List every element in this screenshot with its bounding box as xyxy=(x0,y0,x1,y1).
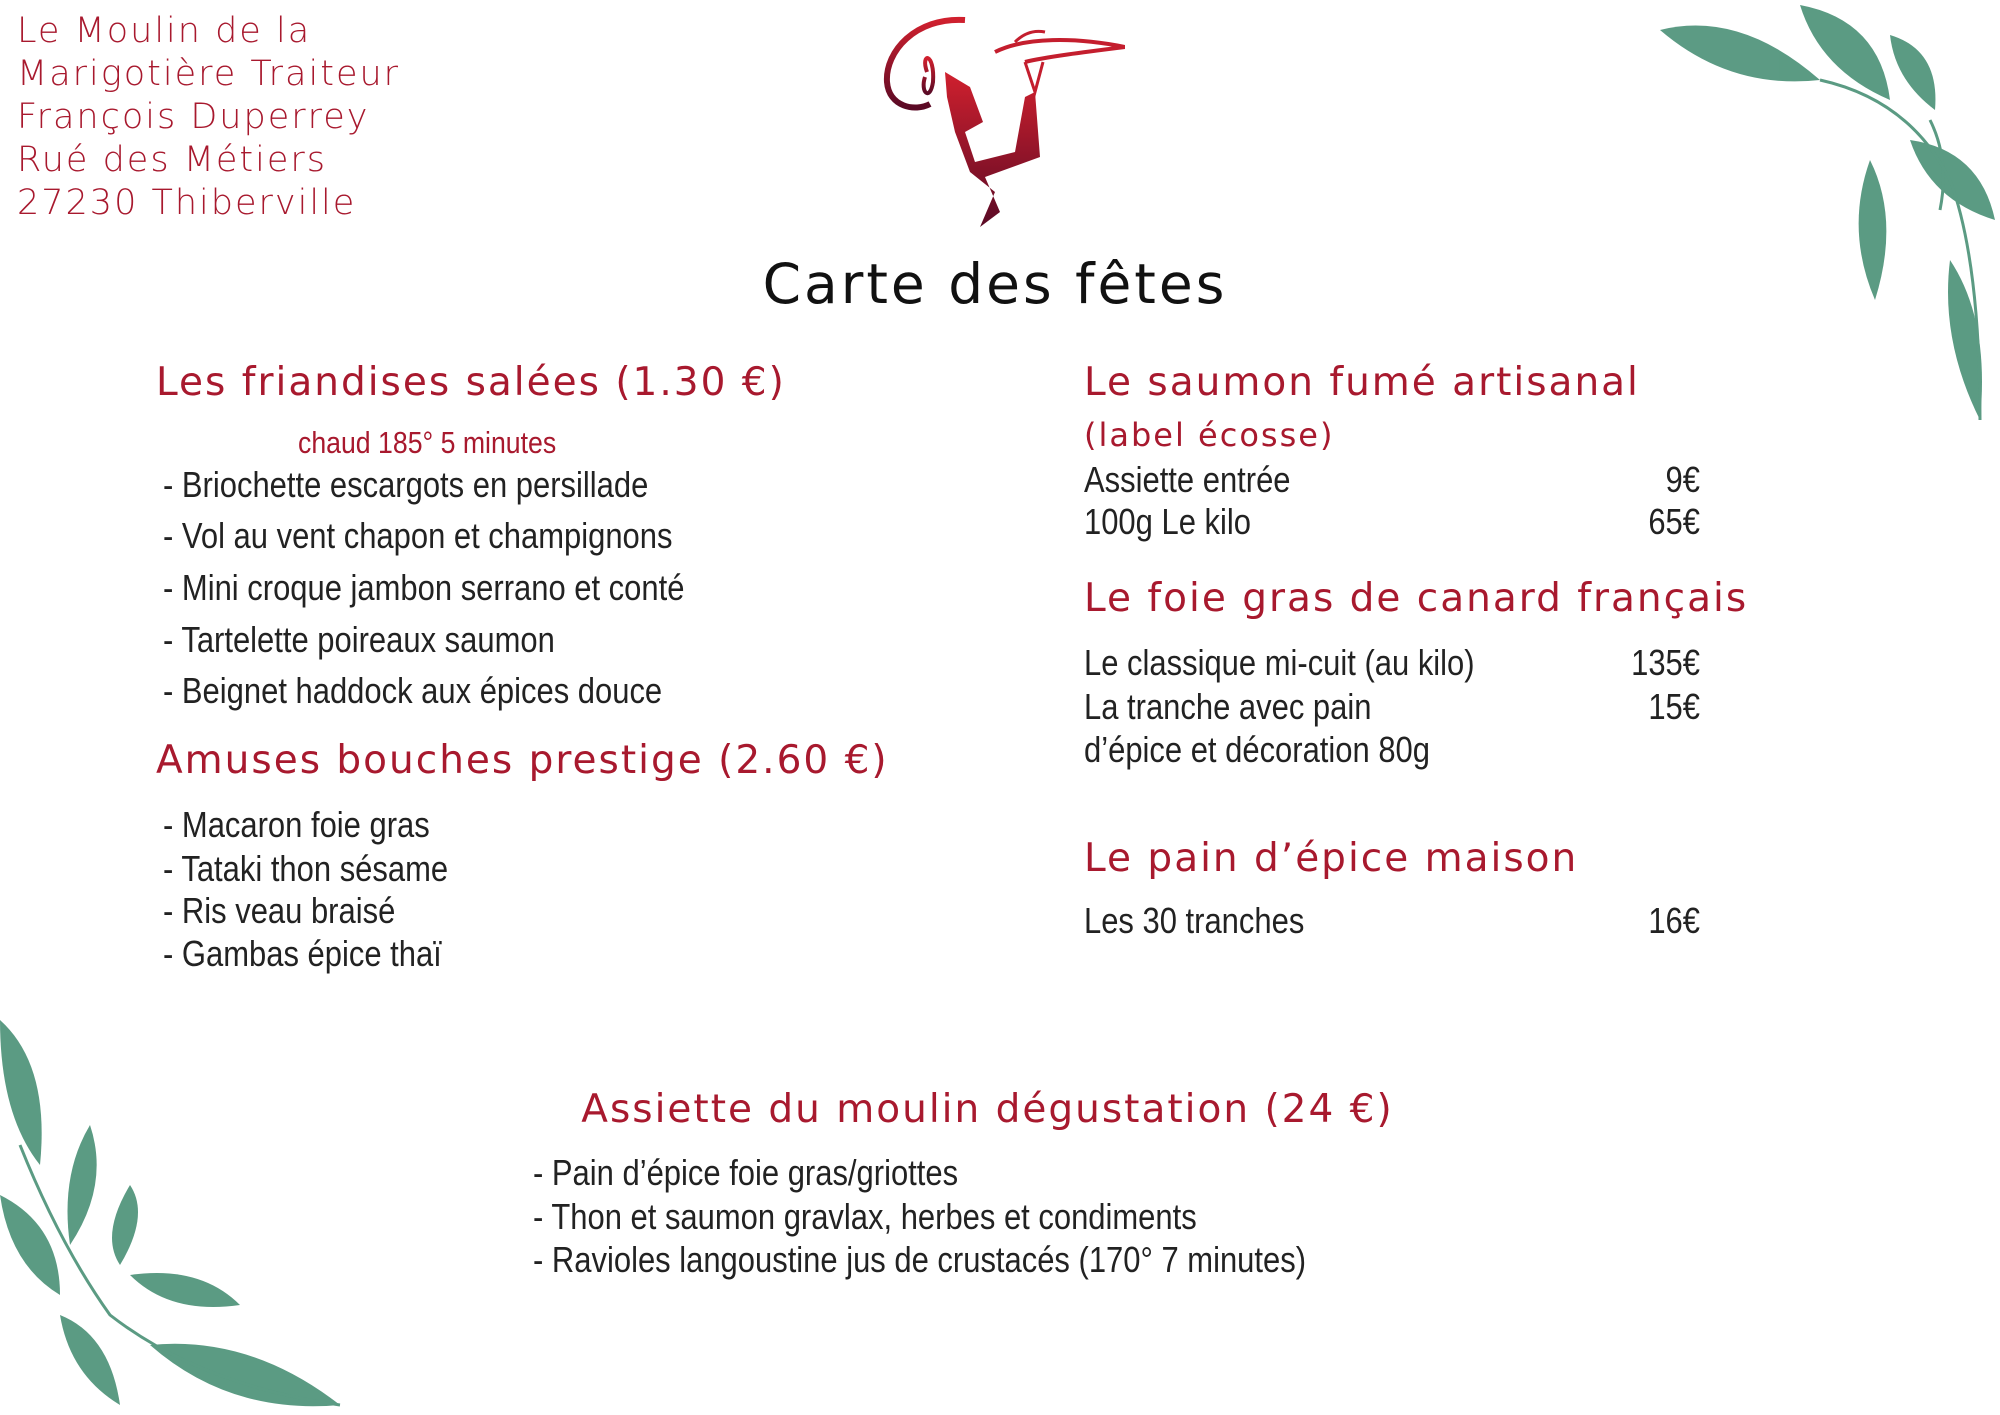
menu-item-label: La tranche avec pain xyxy=(1084,686,1372,727)
menu-item: - Pain d’épice foie gras/griottes xyxy=(533,1152,959,1193)
section-heading-friandises: Les friandises salées (1.30 €) xyxy=(156,360,786,405)
menu-item-price: 15€ xyxy=(1648,686,1700,727)
menu-item: - Tartelette poireaux saumon xyxy=(163,619,555,660)
address-line: Marigotière Traiteur xyxy=(17,54,401,94)
menu-item-label: Le classique mi-cuit (au kilo) xyxy=(1084,642,1475,683)
menu-item: - Ris veau braisé xyxy=(163,890,396,931)
section-subheading: (label écosse) xyxy=(1084,416,1335,454)
address-block xyxy=(17,10,400,225)
leaves-decoration-icon xyxy=(1650,0,2000,425)
menu-item: - Mini croque jambon serrano et conté xyxy=(163,567,685,608)
menu-item-label: Assiette entrée xyxy=(1084,459,1291,500)
menu-item-price: 9€ xyxy=(1665,459,1700,500)
address-line: François Duperrey xyxy=(17,97,370,137)
menu-item: - Vol au vent chapon et champignons xyxy=(163,515,673,556)
section-heading-saumon: Le saumon fumé artisanal xyxy=(1084,360,1640,405)
section-heading-assiette: Assiette du moulin dégustation (24 €) xyxy=(581,1087,1394,1132)
menu-item: - Thon et saumon gravlax, herbes et condiments xyxy=(533,1196,1197,1237)
menu-item-price: 135€ xyxy=(1631,642,1700,683)
menu-item-price: 16€ xyxy=(1648,900,1700,941)
section-note: chaud 185° 5 minutes xyxy=(298,425,557,460)
address-line: Rué des Métiers xyxy=(17,140,328,180)
menu-item-price: 65€ xyxy=(1648,501,1700,542)
menu-item-label: d’épice et décoration 80g xyxy=(1084,729,1430,770)
menu-item: - Macaron foie gras xyxy=(163,804,430,845)
address-line: 27230 Thiberville xyxy=(17,183,357,223)
menu-item: - Tataki thon sésame xyxy=(163,848,449,889)
leaves-decoration-icon xyxy=(0,1015,345,1415)
section-heading-pain: Le pain d’épice maison xyxy=(1084,836,1579,881)
menu-item-label: 100g Le kilo xyxy=(1084,501,1251,542)
address-line: Le Moulin de la xyxy=(17,11,312,51)
menu-item-label: Les 30 tranches xyxy=(1084,900,1305,941)
waiter-logo-icon xyxy=(875,12,1125,234)
page-title: Carte des fêtes xyxy=(762,252,1228,316)
menu-item: - Gambas épice thaï xyxy=(163,933,442,974)
menu-item: - Ravioles langoustine jus de crustacés (170° 7 minutes) xyxy=(533,1239,1307,1280)
section-heading-foie-gras: Le foie gras de canard français xyxy=(1084,576,1749,621)
section-heading-amuses: Amuses bouches prestige (2.60 €) xyxy=(156,738,889,783)
menu-item: - Briochette escargots en persillade xyxy=(163,464,649,505)
menu-item: - Beignet haddock aux épices douce xyxy=(163,670,663,711)
